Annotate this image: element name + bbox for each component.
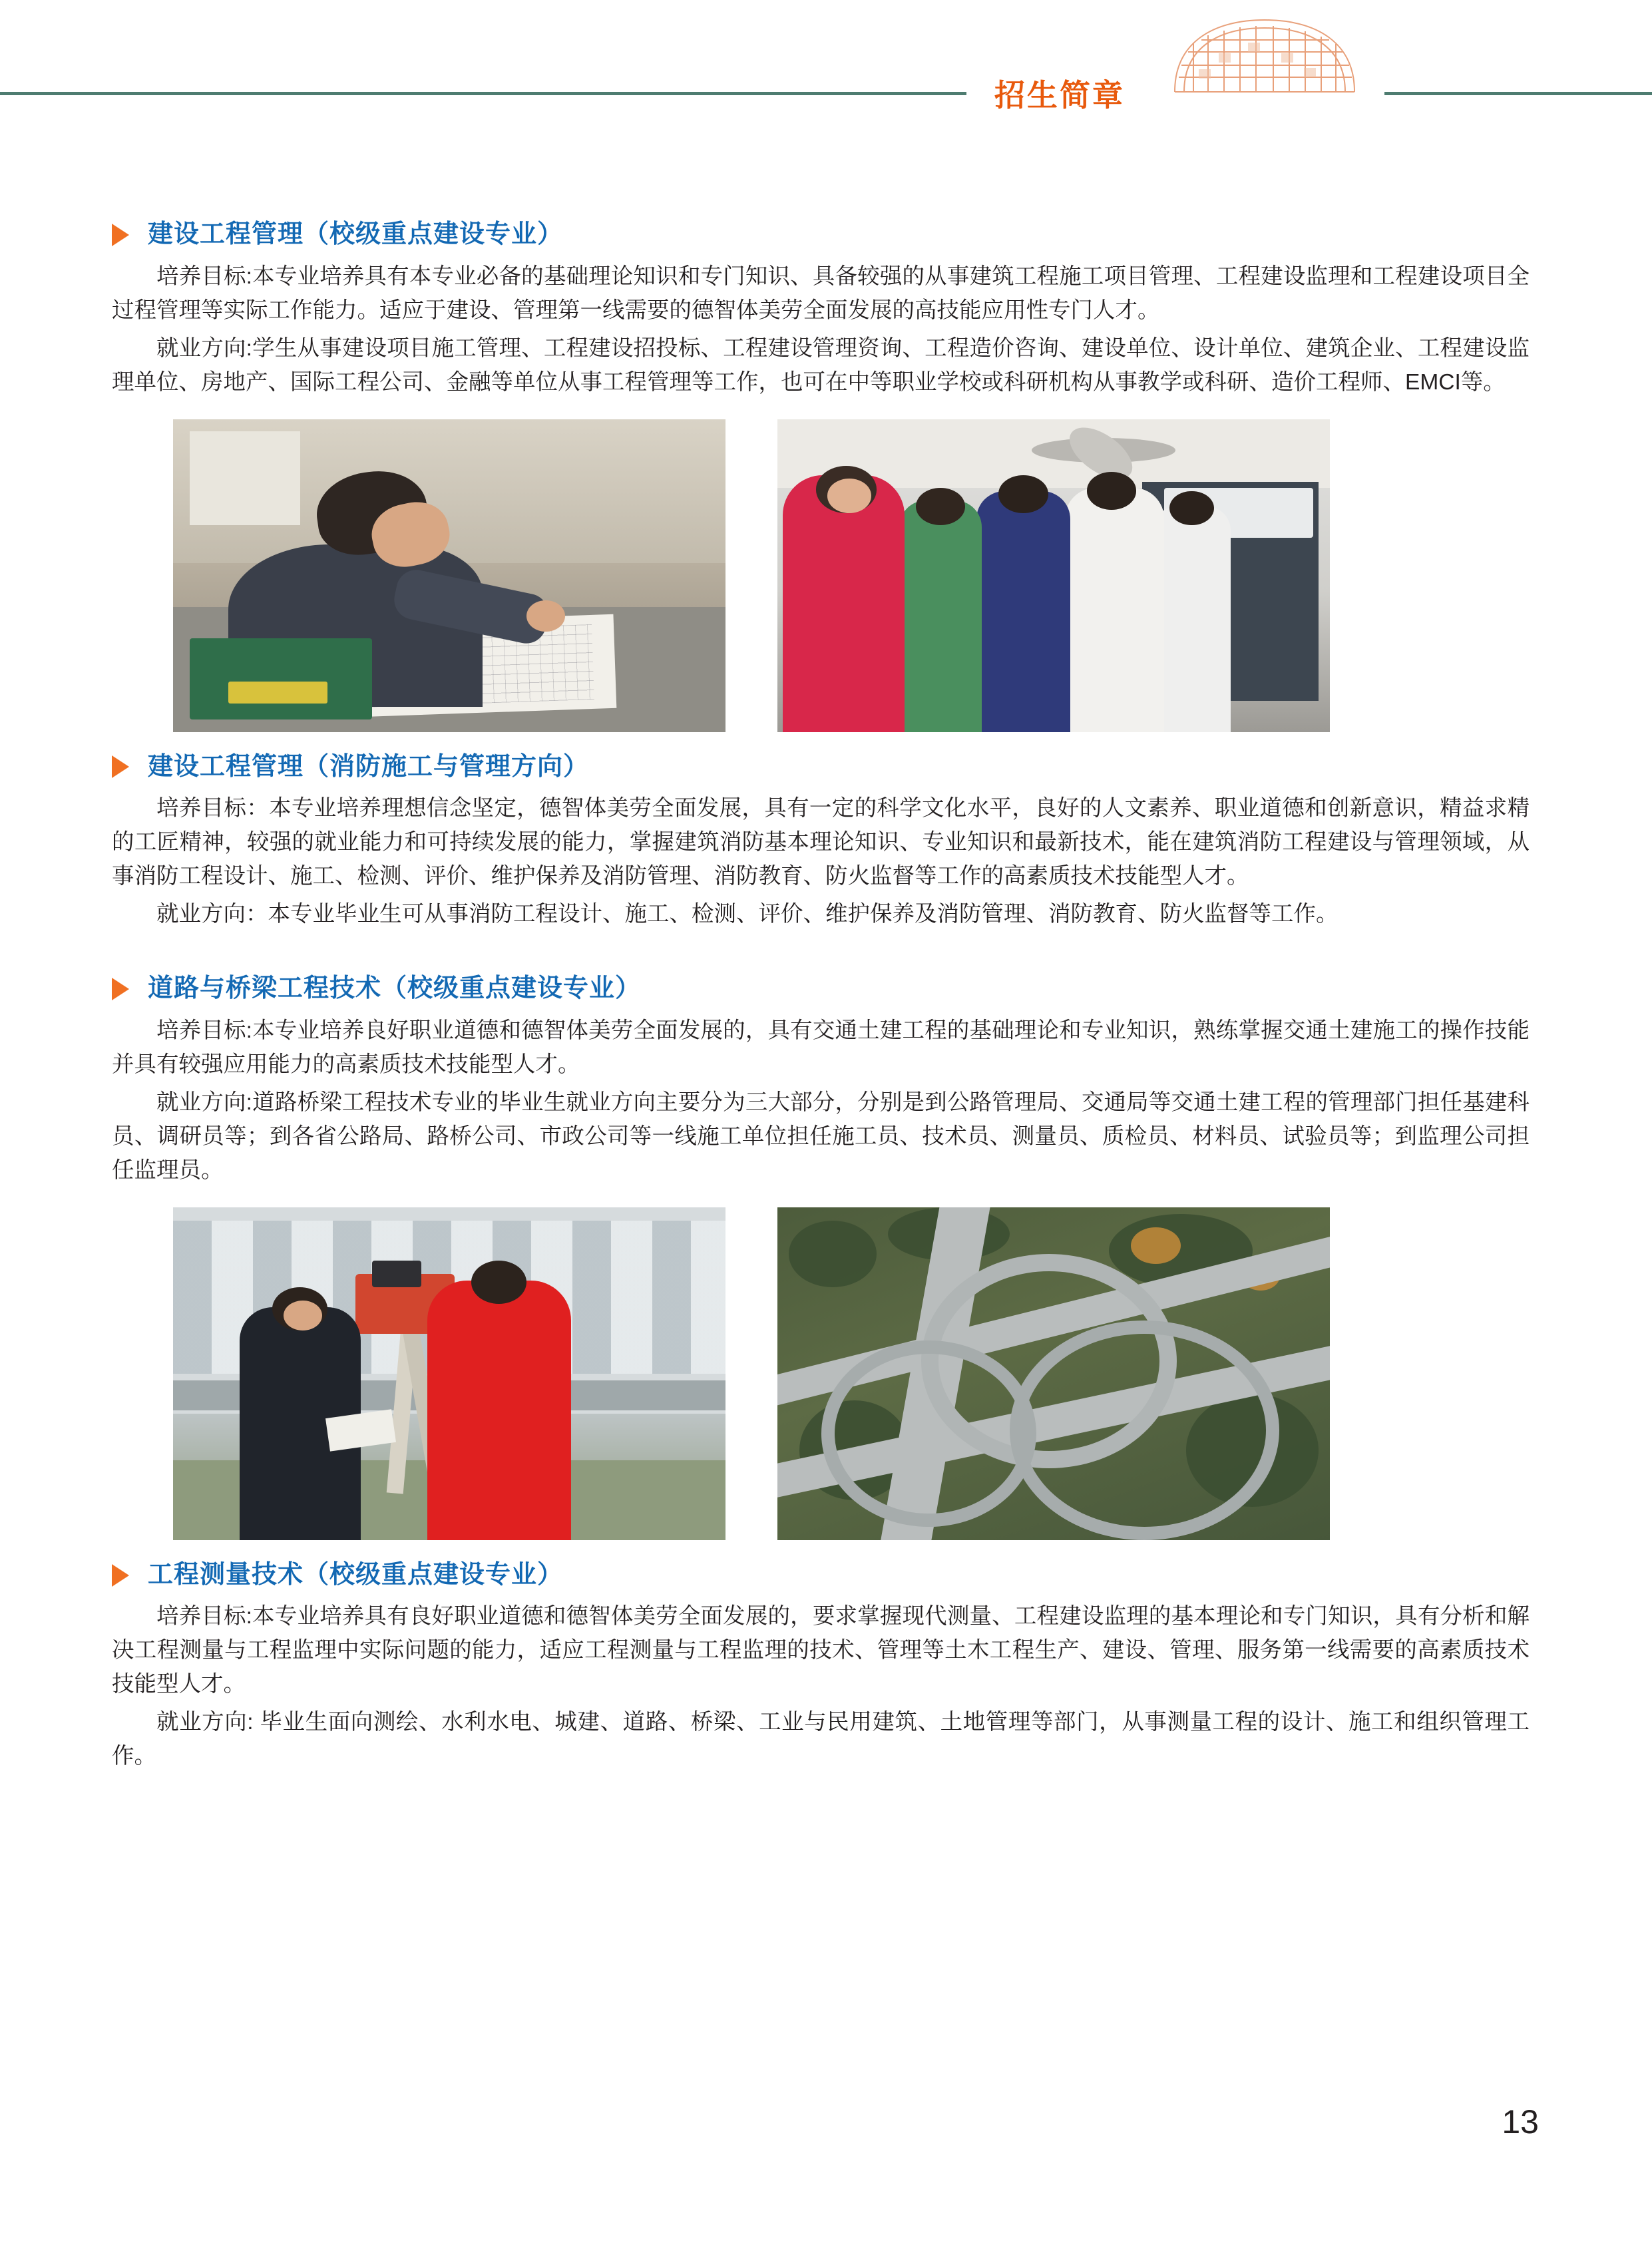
stadium-line-art-icon bbox=[1155, 13, 1374, 100]
section-road-bridge-engineering bbox=[112, 974, 1530, 1540]
section-fire-protection-management bbox=[112, 752, 1530, 974]
section-paragraph-objective: 培养目标：本专业培养理想信念坚定，德智体美劳全面发展，具有一定的科学文化水平，良好的人文素养、职业道德和创新意识，精益求精的工匠精神，较强的就业能力和可持续发展的能力，掌握建筑消防基本理论知识、专业知识和最新技术，能在建筑消防工程建设与管理领域，从事消防工程设计、施工、检测、评价、维护保养及消防管理、消防教育、防火监督等工作的高素质技术技能型人才。 bbox=[112, 796, 1530, 889]
section-paragraph-objective: 培养目标:本专业培养具有本专业必备的基础理论知识和专门知识、具备较强的从事建筑工程施工项目管理、工程建设监理和工程建设项目全过程管理等实际工作能力。适应于建设、管理第一线需要的德智体美劳全面发展的高技能应用性专门人才。 bbox=[112, 264, 1530, 323]
section-title: 建设工程管理（消防施工与管理方向） bbox=[148, 752, 590, 781]
section-construction-engineering-management bbox=[112, 220, 1530, 732]
section-paragraph-employment: 就业方向：本专业毕业生可从事消防工程设计、施工、检测、评价、维护保养及消防管理、消防教育、防火监督等工作。 bbox=[156, 902, 1339, 927]
section-title: 工程测量技术（校级重点建设专业） bbox=[148, 1560, 564, 1589]
section-heading bbox=[112, 752, 1530, 783]
photo-row bbox=[173, 419, 1530, 732]
section-paragraph-employment: 就业方向:学生从事建设项目施工管理、工程建设招投标、工程建设管理资询、工程造价咨询、建设单位、设计单位、建筑企业、工程建设监理单位、房地产、国际工程公司、金融等单位从事工程管理等工作，也可在中等职业学校或科研机构从事教学或科研、造价工程师、EMCI等。 bbox=[112, 335, 1530, 395]
page-number: 13 bbox=[1502, 2103, 1539, 2140]
page-header bbox=[0, 0, 1652, 160]
header-title-container bbox=[966, 63, 1153, 123]
triangle-bullet-icon bbox=[112, 1564, 129, 1587]
section-heading bbox=[112, 220, 1530, 250]
triangle-bullet-icon bbox=[112, 224, 129, 246]
triangle-bullet-icon bbox=[112, 755, 129, 778]
photo-student-drafting bbox=[173, 419, 725, 732]
section-engineering-surveying bbox=[112, 1560, 1530, 1774]
section-paragraph-objective: 培养目标:本专业培养良好职业道德和德智体美劳全面发展的，具有交通土建工程的基础理论和专业知识，熟练掌握交通土建施工的操作技能并具有较强应用能力的高素质技术技能型人才。 bbox=[112, 1018, 1530, 1077]
header-rule-right bbox=[1384, 92, 1652, 95]
header-rule-left bbox=[0, 92, 966, 95]
header-title: 招生简章 bbox=[994, 78, 1125, 112]
section-paragraph-objective: 培养目标:本专业培养具有良好职业道德和德智体美劳全面发展的，要求掌握现代测量、工程建设监理的基本理论和专门知识，具有分析和解决工程测量与工程监理中实际问题的能力，适应工程测量与工程监理的技术、管理等土木工程生产、建设、管理、服务第一线需要的高素质技术技能型人才。 bbox=[112, 1604, 1530, 1697]
section-heading bbox=[112, 1560, 1530, 1591]
section-paragraph-employment: 就业方向: 毕业生面向测绘、水利水电、城建、道路、桥梁、工业与民用建筑、土地管理等部门，从事测量工程的设计、施工和组织管理工作。 bbox=[112, 1710, 1530, 1769]
photo-aerial-highway-interchange bbox=[777, 1207, 1330, 1540]
page-content bbox=[112, 220, 1530, 1777]
photo-row bbox=[173, 1207, 1530, 1540]
section-paragraph-employment: 就业方向:道路桥梁工程技术专业的毕业生就业方向主要分为三大部分，分别是到公路管理局、交通局等交通土建工程的管理部门担任基建科员、调研员等；到各省公路局、路桥公司、市政公司等一线施工单位担任施工员、技术员、测量员、质检员、材料员、试验员等；到监理公司担任监理员。 bbox=[112, 1090, 1530, 1183]
section-title: 建设工程管理（校级重点建设专业） bbox=[148, 220, 564, 248]
section-heading bbox=[112, 974, 1530, 1004]
triangle-bullet-icon bbox=[112, 978, 129, 1000]
photo-students-lab-equipment bbox=[777, 419, 1330, 732]
section-title: 道路与桥梁工程技术（校级重点建设专业） bbox=[148, 974, 642, 1003]
photo-surveying-practice bbox=[173, 1207, 725, 1540]
